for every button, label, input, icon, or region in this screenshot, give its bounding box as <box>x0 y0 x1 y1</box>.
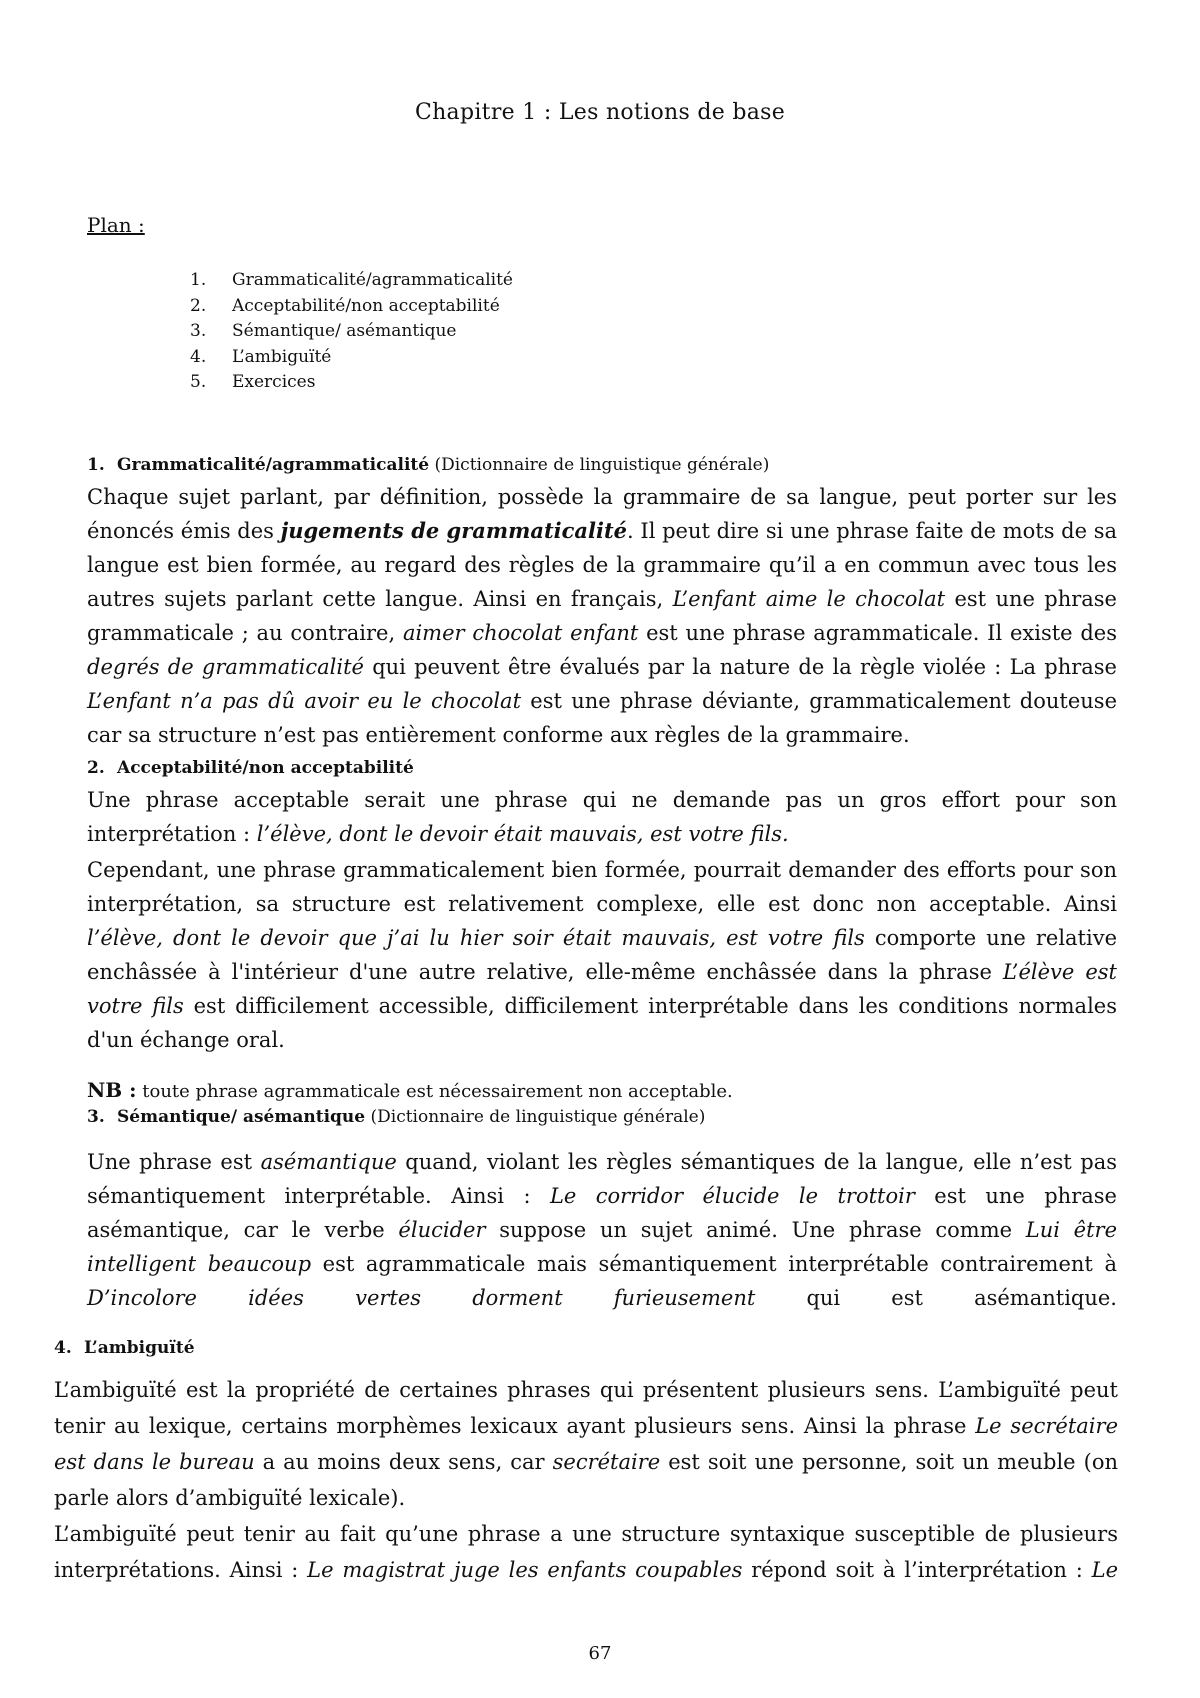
page-number: 67 <box>588 1643 612 1664</box>
plan-list <box>190 268 513 396</box>
plan-label: Plan : <box>87 213 145 237</box>
paragraph-acceptabilite-2: Cependant, une phrase grammaticalement bien formée, pourrait demander des efforts pour son interprétation, sa structure est relativement complexe, elle est donc non acceptable. Ainsi l’élève, dont le devoir que j’ai lu hier soir était mauvais, est votre fils comporte une relative enchâssée à l'intérieur d'une autre relative, elle-même enchâssée dans la phrase L’élève est votre fils est difficilement accessible, difficilement interprétable dans les conditions normales d'un échange oral. <box>87 858 1118 1052</box>
nb-note: NB : toute phrase agrammaticale est nécessairement non acceptable. <box>87 1078 733 1102</box>
plan-item: 5. Exercices <box>190 372 316 392</box>
paragraph-acceptabilite-1: Une phrase acceptable serait une phrase qui ne demande pas un gros effort pour son interprétation : l’élève, dont le devoir était mauvais, est votre fils. <box>87 788 1117 846</box>
section-heading-ambiguite: 4. L’ambiguïté <box>54 1338 195 1358</box>
plan-item: 1. Grammaticalité/agrammaticalité <box>190 270 513 290</box>
plan-item: 4. L’ambiguïté <box>190 346 332 367</box>
plan-item: 2. Acceptabilité/non acceptabilité <box>190 295 500 316</box>
paragraph-semantique: Une phrase est asémantique quand, violant les règles sémantiques de la langue, elle n’est pas sémantiquement interprétable. Ainsi : Le corridor élucide le trottoir est une phrase asémantique, car le verbe élucider suppose un sujet animé. Une phrase comme Lui être intelligent beaucoup est agrammaticale mais sémantiquement interprétable contrairement à D’incolore idées vertes dorment furieusement qui est asémantique. <box>87 1150 1117 1310</box>
section-heading-grammaticalite: 1. Grammaticalité/agrammaticalité (Dictionnaire de linguistique générale) <box>87 455 770 475</box>
chapter-title: Chapitre 1 : Les notions de base <box>414 100 786 125</box>
paragraph-ambiguite-2: L’ambiguïté peut tenir au fait qu’une phrase a une structure syntaxique susceptible de plusieurs interprétations. Ainsi : Le magistrat juge les enfants coupables répond soit à l’interprétation : Le <box>54 1522 1119 1582</box>
section-heading-acceptabilite: 2. Acceptabilité/non acceptabilité <box>87 758 414 778</box>
paragraph-ambiguite-1: L’ambiguïté est la propriété de certaines phrases qui présentent plusieurs sens. L’ambiguïté peut tenir au lexique, certains morphèmes lexicaux ayant plusieurs sens. Ainsi la phrase Le secrétaire est dans le bureau a au moins deux sens, car secrétaire est soit une personne, soit un meuble (on parle alors d’ambiguïté lexicale). <box>54 1378 1118 1510</box>
plan-item: 3. Sémantique/ asémantique <box>190 321 457 341</box>
paragraph-grammaticalite: Chaque sujet parlant, par définition, possède la grammaire de sa langue, peut porter sur les énoncés émis des jugements de grammaticalité. Il peut dire si une phrase faite de mots de sa langue est bien formée, au regard des règles de la grammaire qu’il a en commun avec tous les autres sujets parlant cette langue. Ainsi en français, L’enfant aime le chocolat est une phrase grammaticale ; au contraire, aimer chocolat enfant est une phrase agrammaticale. Il existe des degrés de grammaticalité qui peuvent être évalués par la nature de la règle violée : La phrase L’enfant n’a pas dû avoir eu le chocolat est une phrase déviante, grammaticalement douteuse car sa structure n’est pas entièrement conforme aux règles de la grammaire. <box>87 485 1118 747</box>
section-heading-semantique: 3. Sémantique/ asémantique (Dictionnaire de linguistique générale) <box>87 1107 706 1127</box>
